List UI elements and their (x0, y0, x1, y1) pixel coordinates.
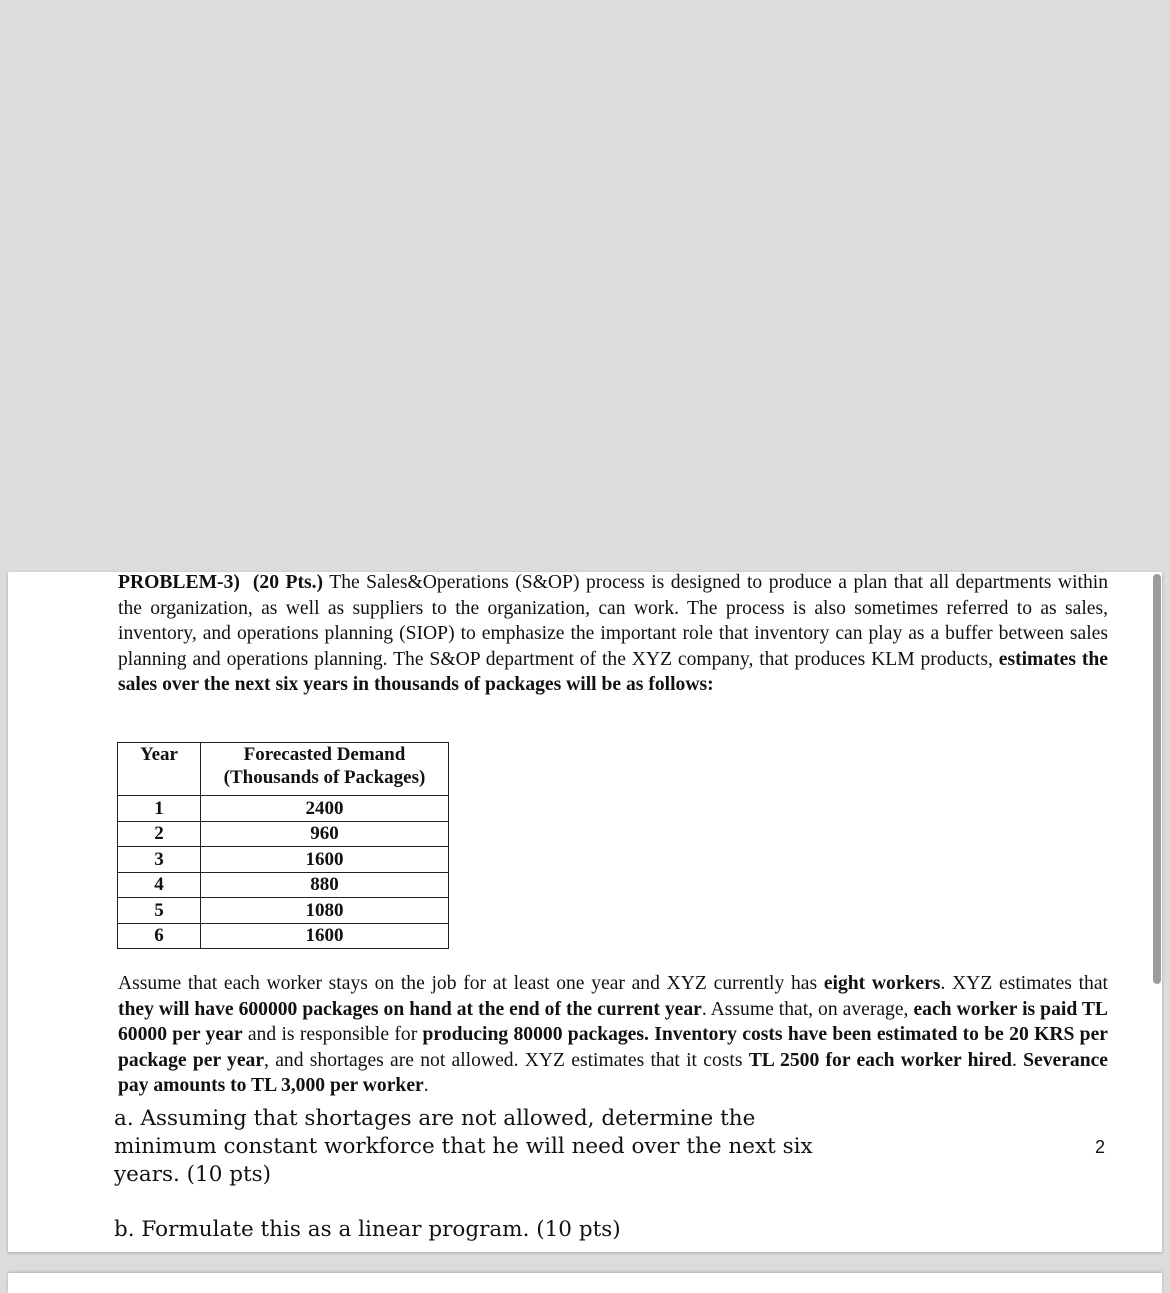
table-row (118, 847, 449, 873)
header-demand (201, 743, 449, 796)
assumptions-paragraph (118, 971, 1108, 1099)
question-a-line1: a. Assuming that shortages are not allowed, determine the (114, 1106, 756, 1131)
assumption-bold: eight workers (823, 973, 941, 994)
question-a-line3: years. (10 pts) (114, 1162, 272, 1187)
question-b-line1: b. Formulate this as a linear program. (10 pts) (114, 1217, 621, 1242)
year-cell: 2 (118, 821, 201, 847)
page-number: 2 (1095, 1137, 1106, 1157)
assumption-bold: they will have 600000 packages on hand at the end of the current year (118, 998, 702, 1020)
question-b (114, 1216, 621, 1244)
assumption-text: and is responsible for (242, 1024, 423, 1045)
intro-text-1: The Sales&Operations (S&OP) process is designed to produce a plan that all departments within the organization, as well as suppliers to the organization, can work. The process is also sometimes referred to as sales, inventory, and operations planning (SIOP) to emphasize the important role that inventory can play as a buffer between sales planning and operations planning. (118, 572, 1109, 670)
assumption-text: Assume that each worker stays on the job for at least one year and XYZ currently has (118, 973, 824, 994)
assumption-text: . XYZ estimates that (940, 973, 1108, 994)
table-header-row (118, 743, 449, 796)
table-row (118, 872, 449, 898)
problem-label: PROBLEM-3) (118, 572, 240, 593)
problem-intro (118, 570, 1108, 698)
intro-bold-tail: estimates the sales over the next six years in thousands of packages will be as follows: (118, 648, 1108, 695)
header-year: Year (118, 743, 201, 796)
assumption-text: . Assume that, on average, (701, 998, 914, 1020)
problem-points: (20 Pts.) (252, 572, 324, 593)
table-row (118, 923, 449, 949)
header-demand-line1: Forecasted Demand (243, 744, 406, 765)
document-page (8, 572, 1162, 1252)
demand-cell: 880 (201, 872, 449, 898)
assumption-bold: Severance pay amounts to TL 3,000 per worker (118, 1049, 1108, 1096)
demand-cell: 2400 (201, 796, 449, 822)
header-demand-line2: (Thousands of Packages) (223, 767, 426, 788)
table-row (118, 898, 449, 924)
next-page-edge (8, 1273, 1162, 1293)
intro-text-2: The S&OP department of the XYZ company, that produces KLM products, (393, 648, 999, 670)
table-row (118, 821, 449, 847)
assumption-bold: producing 80000 packages. Inventory costs have been estimated to be 20 KRS per package per year (118, 1024, 1108, 1071)
table-row (118, 796, 449, 822)
year-cell: 6 (118, 923, 201, 949)
demand-cell: 960 (201, 821, 449, 847)
assumption-bold: each worker is paid TL 60000 per year (118, 998, 1108, 1045)
question-a (114, 1105, 813, 1189)
year-cell: 1 (118, 796, 201, 822)
question-a-line2: minimum constant workforce that he will need over the next six (114, 1134, 813, 1159)
assumption-text: , and shortages are not allowed. XYZ estimates that it costs (264, 1049, 749, 1071)
demand-cell: 1080 (201, 898, 449, 924)
assumption-text: . (1011, 1049, 1024, 1071)
demand-cell: 1600 (201, 847, 449, 873)
demand-table (117, 742, 449, 949)
year-cell: 3 (118, 847, 201, 873)
demand-cell: 1600 (201, 923, 449, 949)
assumption-text: . (423, 1075, 429, 1096)
assumption-bold: TL 2500 for each worker hired (748, 1049, 1012, 1071)
year-cell: 4 (118, 872, 201, 898)
vertical-scrollbar[interactable] (1153, 574, 1161, 984)
year-cell: 5 (118, 898, 201, 924)
